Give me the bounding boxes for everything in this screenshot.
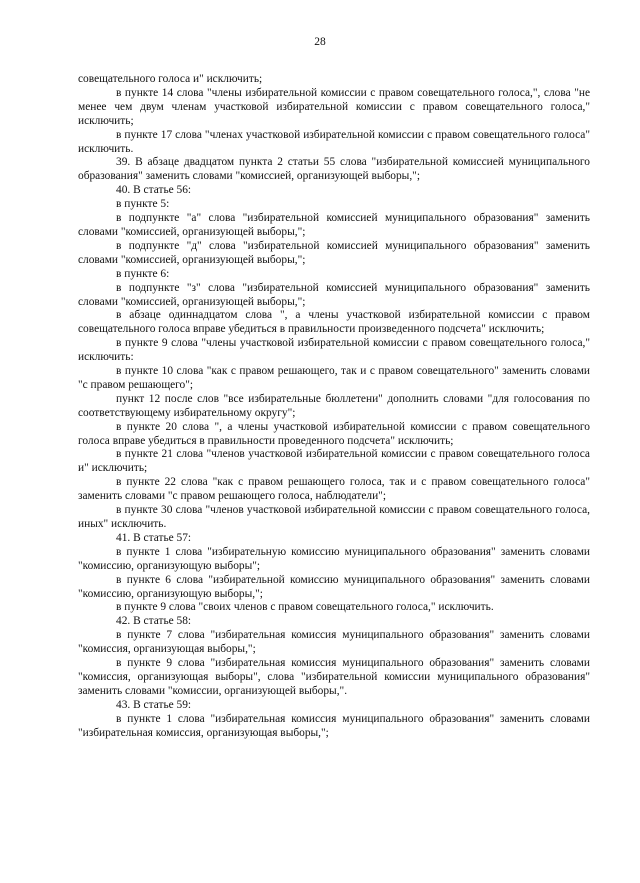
paragraph: в пункте 14 слова "члены избирательной комиссии с правом совещательного голоса,", слова "не менее чем двум членам участковой избирательной комиссии с правом совещательного голоса," исключить; (78, 86, 590, 127)
paragraph: в пункте 9 слова "члены участковой избирательной комиссии с правом совещательного голоса," исключить: (78, 337, 590, 364)
page-number: 28 (314, 36, 326, 48)
article-heading: 40. В статье 56: (116, 184, 192, 197)
paragraph: совещательного голоса и" исключить; (78, 73, 263, 85)
paragraph: в пункте 1 слова "избирательную комиссию муниципального образования" заменить словами "комиссию, организующую выборы"; (78, 545, 590, 572)
paragraph: в подпункте "д" слова "избирательной комиссией муниципального образования" заменить словами "комиссией, организующей выборы,"; (78, 239, 590, 266)
paragraph: в пункте 7 слова "избирательная комиссия муниципального образования" заменить словами "комиссия, организующая выборы,"; (78, 629, 590, 656)
document-body (78, 73, 590, 741)
paragraph: в пункте 30 слова "членов участковой избирательной комиссии с правом совещательного голоса, иных" исключить. (78, 504, 590, 530)
paragraph: в пункте 22 слова "как с правом решающего голоса, так и с правом совещательного голоса" заменить словами "с правом решающего голоса, наблюдатели"; (78, 476, 590, 503)
paragraph: 39. В абзаце двадцатом пункта 2 статьи 55 слова "избирательной комиссией муниципального образования" заменить словами "комиссией, организующей выборы,"; (78, 156, 590, 183)
paragraph: в пункте 21 слова "членов участковой избирательной комиссии с правом совещательного голоса и" исключить; (78, 448, 590, 475)
paragraph: пункт 12 после слов "все избирательные бюллетени" дополнить словами "для голосования по соответствующему избирательному округу"; (78, 392, 590, 419)
paragraph: в пункте 6: (116, 267, 170, 280)
paragraph: в подпункте "з" слова "избирательной комиссией муниципального образования" заменить словами "комиссией, организующей выборы,"; (78, 281, 590, 308)
paragraph: в пункте 17 слова "членах участковой избирательной комиссии с правом совещательного голоса" исключить. (78, 128, 590, 155)
paragraph: в пункте 5: (116, 198, 170, 211)
paragraph: в подпункте "а" слова "избирательной комиссией муниципального образования" заменить словами "комиссией, организующей выборы,"; (78, 212, 590, 238)
paragraph: в абзаце одиннадцатом слова ", а члены участковой избирательной комиссии с правом совещательного голоса вправе убедиться в правильности произведенного подсчета" исключить; (78, 309, 590, 336)
article-heading: 41. В статье 57: (116, 531, 192, 544)
article-heading: 42. В статье 58: (116, 615, 192, 628)
paragraph: в пункте 1 слова "избирательная комиссия муниципального образования" заменить словами "избирательная комиссия, организующая выборы,"; (78, 712, 590, 739)
paragraph: в пункте 9 слова "избирательная комиссия муниципального образования" заменить словами "комиссия, организующая выборы", слова "избирательной комиссии муниципального образования" заменить словами "комиссии, организующей выборы,". (78, 657, 590, 697)
paragraph: в пункте 6 слова "избирательной комиссию муниципального образования" заменить словами "комиссию, организующую выборы,"; (78, 573, 590, 600)
article-heading: 43. В статье 59: (116, 698, 192, 711)
paragraph: в пункте 20 слова ", а члены участковой избирательной комиссии с правом совещательного голоса вправе убедиться в правильности проведенного подсчета" исключить; (78, 420, 590, 447)
paragraph: в пункте 9 слова "своих членов с правом совещательного голоса," исключить. (116, 601, 494, 614)
paragraph: в пункте 10 слова "как с правом решающего, так и с правом совещательного" заменить словами "с правом решающего"; (78, 365, 590, 391)
